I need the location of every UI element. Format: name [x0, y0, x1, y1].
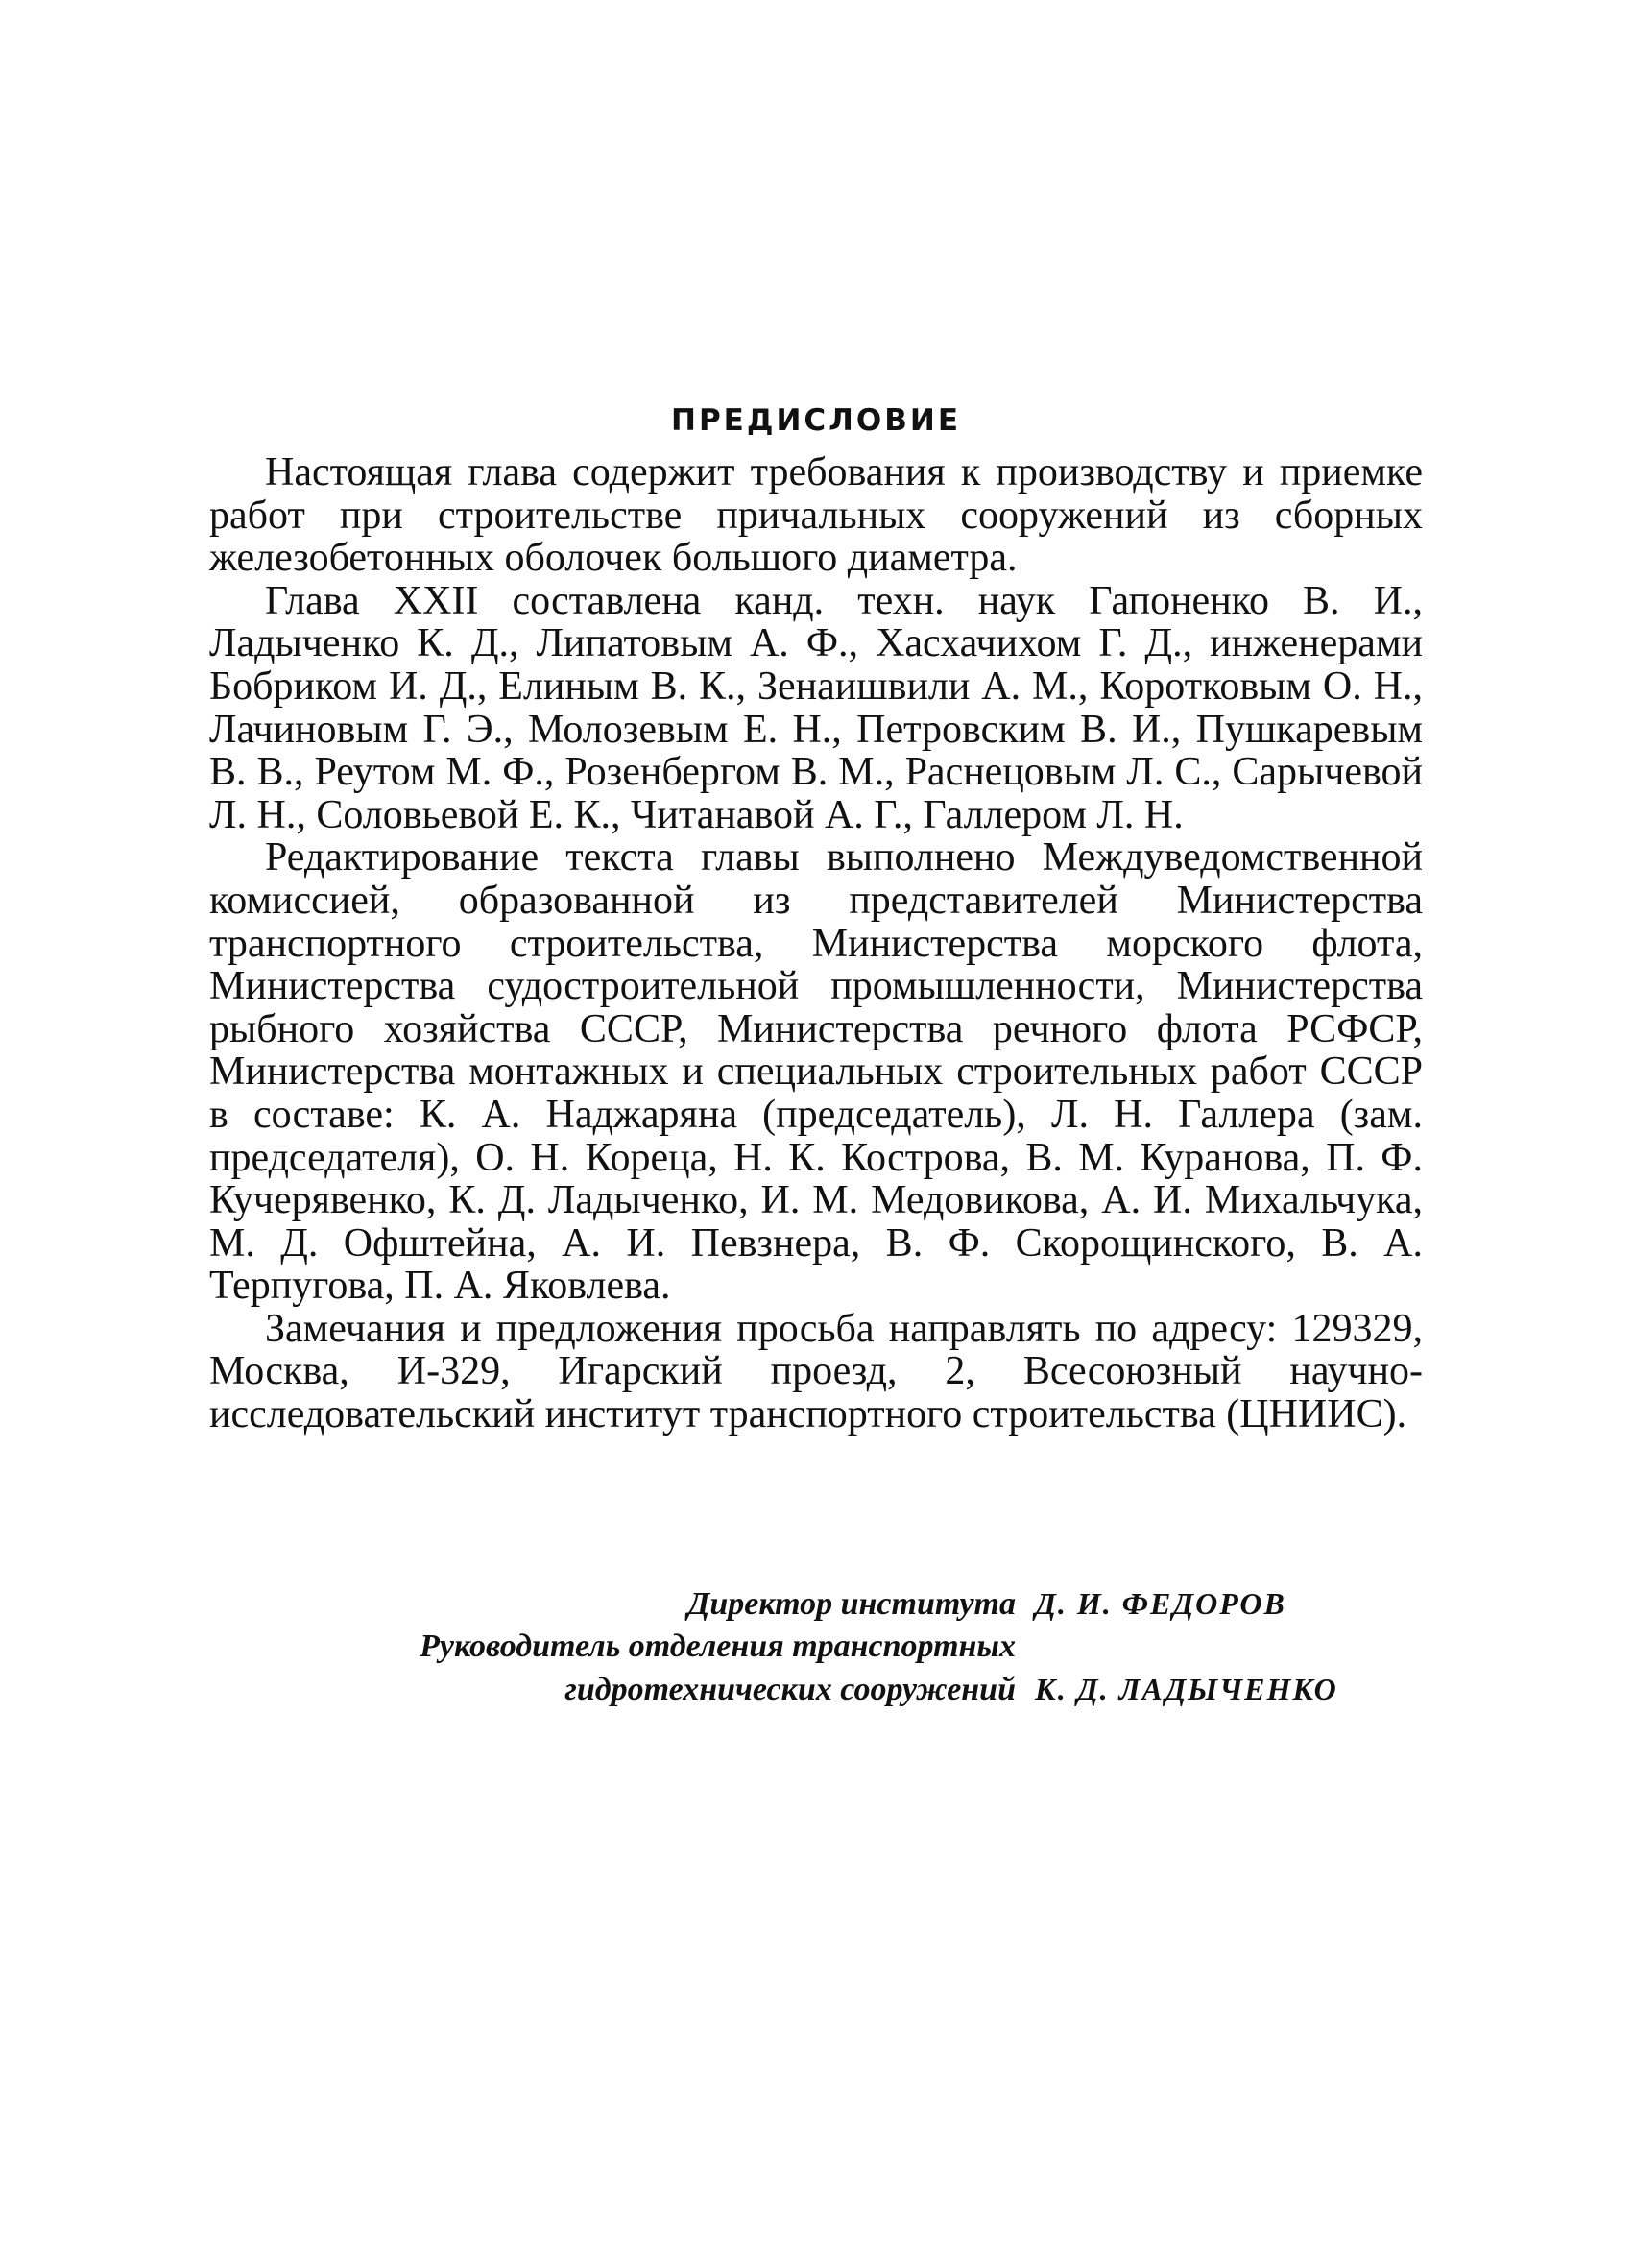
- signature-head: [209, 1668, 1423, 1711]
- paragraph-contact: Замечания и предложения просьба направлять по адресу: 129329, Москва, И-329, Игарский проезд, 2, Всесоюзный научно-исследовательский институт транспортного строительства (ЦНИИС).: [209, 1306, 1423, 1437]
- paragraph-authors: Глава XXII составлена канд. техн. наук Гапоненко В. И., Ладыченко К. Д., Липатовым А. Ф., Хасхачихом Г. Д., инженерами Бобриком И. Д., Елиным В. К., Зенаишвили А. М., Коротковым О. Н., Лачиновым Г. Э., Молозевым Е. Н., Петровским В. И., Пушкаревым В. В., Реутом М. Ф., Розенбергом В. М., Раснецовым Л. С., Сарычевой Л. Н., Соловьевой Е. К., Читанавой А. Г., Галлером Л. Н.: [209, 578, 1423, 837]
- paragraph-scope: Настоящая глава содержит требования к производству и приемке работ при строительстве причальных сооружений из сборных железобетонных оболочек большого диаметра.: [209, 450, 1423, 581]
- preface-section: [209, 403, 1423, 1436]
- head-name: К. Д. ЛАДЫЧЕНКО: [1035, 1672, 1338, 1706]
- signature-director: [209, 1582, 1423, 1626]
- head-title-line1: Руководитель отделения транспортных: [420, 1629, 1016, 1664]
- director-title: Директор института: [687, 1586, 1016, 1622]
- signature-block: [209, 1582, 1423, 1711]
- paragraph-editors: Редактирование текста главы выполнено Междуведомственной комиссией, образованной из представителей Министерства транспортного строительства, Министерства морского флота, Министерства судостроительной промышленности, Министерства рыбного хозяйства СССР, Министерства речного флота РСФСР, Министерства монтажных и специальных строительных работ СССР в составе: К. А. Наджаряна (председатель), Л. Н. Галлера (зам. председателя), О. Н. Кореца, Н. К. Кострова, В. М. Куранова, П. Ф. Кучерявенко, К. Д. Ладыченко, И. М. Медовикова, А. И. Михальчука, М. Д. Офштейна, А. И. Певзнера, В. Ф. Скорощинского, В. А. Терпугова, П. А. Яковлева.: [209, 835, 1423, 1309]
- page-title: ПРЕДИСЛОВИЕ: [671, 403, 961, 438]
- head-title-line2: гидротехнических сооружений: [564, 1672, 1016, 1707]
- director-name: Д. И. ФЕДОРОВ: [1035, 1586, 1286, 1621]
